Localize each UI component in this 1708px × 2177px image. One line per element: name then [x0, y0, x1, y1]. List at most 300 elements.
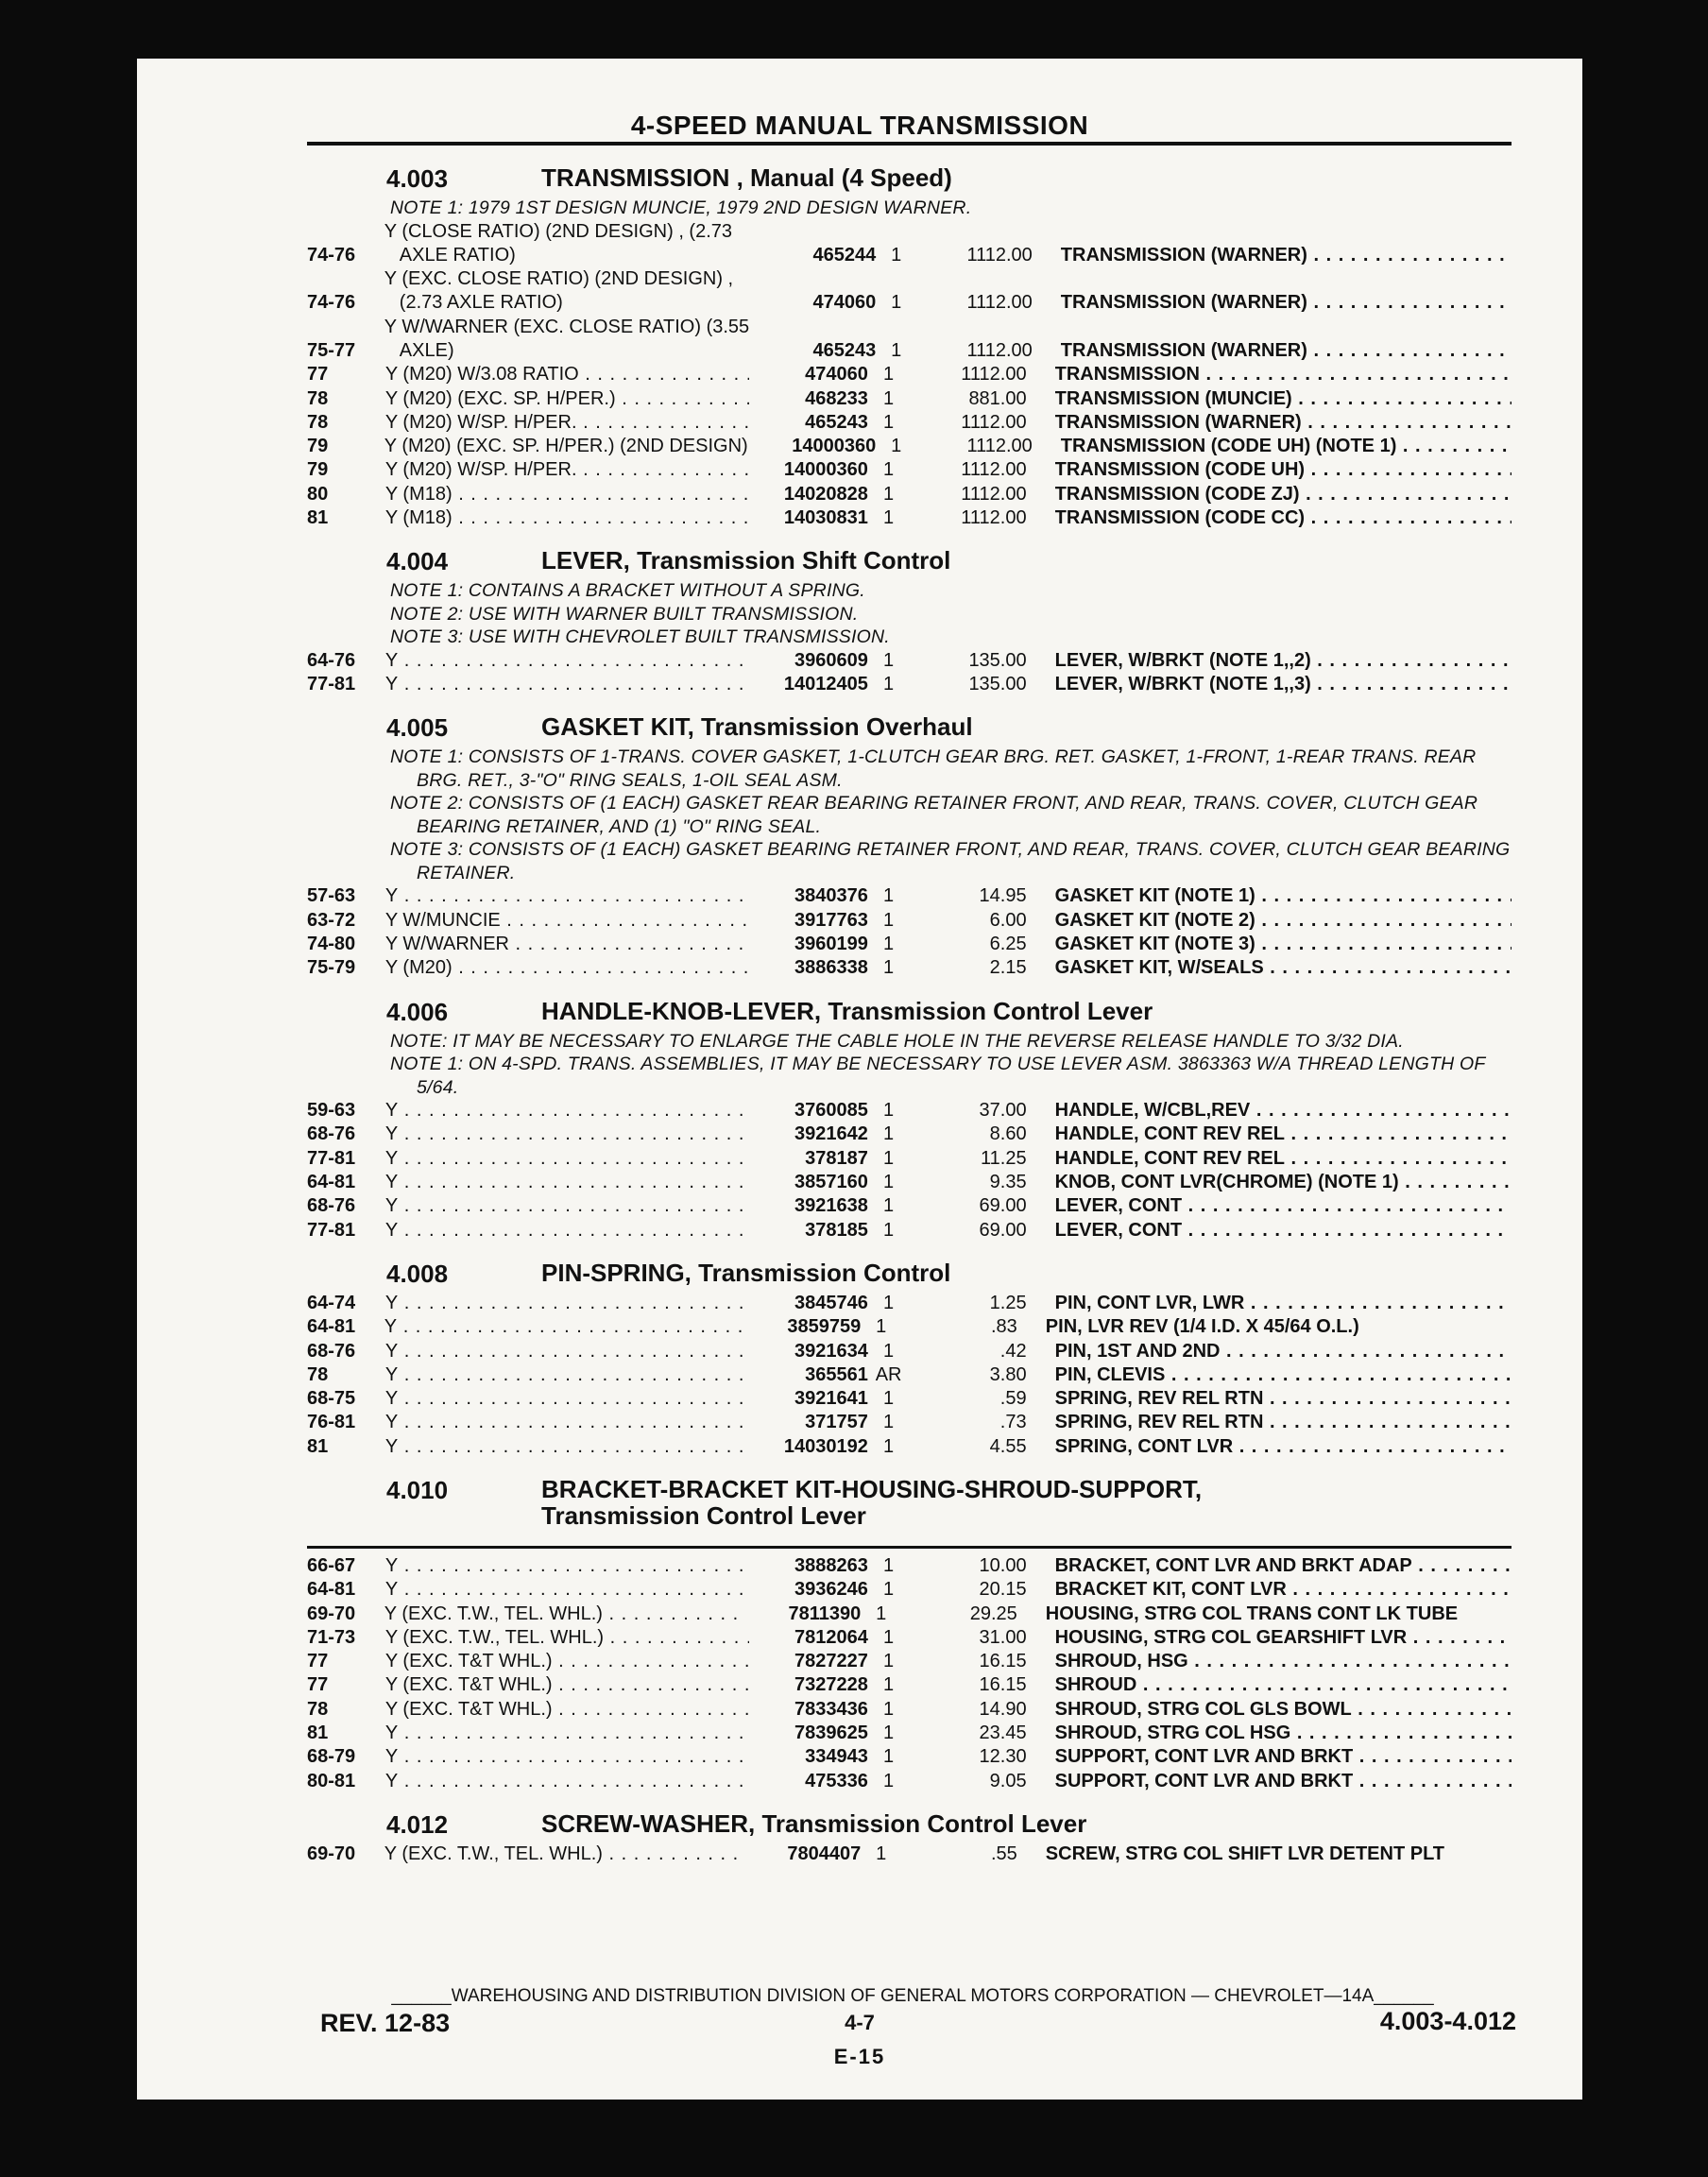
parts-row	[307, 1292, 1512, 1315]
part-description: HANDLE, W/CBL,REV . . .	[1055, 1099, 1512, 1123]
model-years: 79	[307, 436, 329, 457]
model-application: Y (EXC. T&T WHL.) . . .	[385, 1673, 749, 1697]
section-header	[307, 998, 1512, 1030]
e-page-number: E-15	[833, 2045, 886, 2068]
model-application: Y (EXC. T.W., TEL. WHL.) . . .	[384, 1603, 743, 1626]
list-price: 6.25	[989, 934, 1027, 955]
model-application: Y . . .	[385, 1123, 749, 1146]
model-application: Y W/MUNCIE . . .	[385, 909, 749, 933]
model-years: 76-81	[307, 1412, 356, 1433]
part-number: 378185	[805, 1219, 868, 1241]
quantity: 1	[883, 1555, 895, 1576]
part-number: 3921634	[794, 1340, 868, 1362]
part-description: TRANSMISSION (MUNCIE) . . .	[1055, 387, 1512, 411]
part-number: 7839625	[794, 1723, 868, 1744]
part-description: SHROUD, STRG COL HSG . . .	[1055, 1722, 1512, 1745]
section-header	[307, 1810, 1512, 1843]
part-number: 3921638	[794, 1195, 868, 1217]
part-number: 365561	[805, 1363, 868, 1385]
part-description: HOUSING, STRG COL TRANS CONT LK TUBE	[1045, 1603, 1459, 1624]
parts-listing	[307, 164, 1512, 1866]
parts-row	[307, 458, 1512, 482]
list-price: 1112.00	[961, 459, 1027, 481]
parts-row	[307, 673, 1512, 696]
section-number: 4.010	[386, 1476, 449, 1504]
section-note: NOTE 3: USE WITH CHEVROLET BUILT TRANSMISSION.	[390, 626, 890, 648]
list-price: 12.30	[979, 1746, 1027, 1768]
quantity: 1	[883, 364, 895, 386]
part-number: 465243	[805, 411, 868, 433]
list-price: 1112.00	[961, 411, 1027, 433]
model-years: 78	[307, 411, 329, 433]
quantity: 1	[883, 1412, 895, 1433]
model-application: Y . . .	[384, 1315, 743, 1339]
parts-row	[307, 506, 1512, 530]
list-price: 10.00	[979, 1555, 1027, 1576]
section-note: NOTE 1: ON 4-SPD. TRANS. ASSEMBLIES, IT MAY BE NECESSARY TO USE LEVER ASM. 3863363 W/A THREAD LENGTH OF 5/64.	[390, 1054, 1486, 1098]
parts-row	[307, 649, 1512, 673]
model-years: 77	[307, 1651, 329, 1672]
parts-row	[307, 316, 1512, 364]
list-price: 1112.00	[966, 244, 1033, 266]
model-years: 69-70	[307, 1603, 356, 1624]
parts-row	[307, 1843, 1512, 1866]
part-description: TRANSMISSION (WARNER) . . .	[1061, 244, 1512, 267]
part-number: 14020828	[783, 483, 868, 505]
list-price: 9.05	[989, 1770, 1027, 1791]
parts-row	[307, 1219, 1512, 1243]
section-title	[541, 547, 950, 574]
part-description: TRANSMISSION . . .	[1055, 363, 1512, 386]
list-price: .73	[999, 1412, 1027, 1433]
model-application: Y (M20) (EXC. SP. H/PER.) . . .	[385, 387, 749, 411]
quantity: 1	[883, 934, 895, 955]
model-application: Y . . .	[385, 1194, 749, 1218]
parts-row	[307, 435, 1512, 458]
quantity: 1	[876, 1316, 887, 1338]
quantity: 1	[883, 1698, 895, 1720]
part-number: 3857160	[794, 1172, 868, 1193]
part-description: TRANSMISSION (WARNER) . . .	[1055, 411, 1512, 435]
section-header	[307, 164, 1512, 197]
parts-row	[307, 411, 1512, 435]
list-price: 6.00	[989, 909, 1027, 931]
model-application: Y . . .	[385, 1340, 749, 1363]
section-note: NOTE 1: 1979 1ST DESIGN MUNCIE, 1979 2ND DESIGN WARNER.	[390, 197, 972, 218]
parts-row	[307, 1626, 1512, 1650]
part-description: SUPPORT, CONT LVR AND BRKT . . .	[1055, 1770, 1512, 1793]
model-years: 77	[307, 364, 329, 386]
section-title	[541, 998, 1153, 1024]
footer-distribution: ______WAREHOUSING AND DISTRIBUTION DIVISION OF GENERAL MOTORS CORPORATION — CHEVROLET—14A______	[391, 1986, 1434, 2006]
quantity: 1	[883, 1340, 895, 1362]
part-number: 378187	[805, 1147, 868, 1169]
part-number: 3886338	[794, 957, 868, 979]
section-header	[307, 547, 1512, 579]
model-years: 64-81	[307, 1316, 356, 1338]
model-application: Y (M18) . . .	[385, 483, 749, 506]
section-title-line-2: Transmission Control Lever	[541, 1501, 866, 1530]
quantity: 1	[883, 1674, 895, 1696]
section-number: 4.005	[386, 713, 449, 743]
list-price: 23.45	[979, 1723, 1027, 1744]
part-description: TRANSMISSION (CODE ZJ) . . .	[1055, 483, 1512, 506]
part-number: 14030831	[783, 507, 868, 529]
quantity: 1	[883, 507, 895, 529]
parts-row	[307, 267, 1512, 316]
model-years: 71-73	[307, 1626, 356, 1648]
model-application: Y . . .	[385, 649, 749, 673]
part-description: LEVER, W/BRKT (NOTE 1,,2) . . .	[1055, 649, 1512, 673]
quantity: 1	[883, 483, 895, 505]
parts-row	[307, 1387, 1512, 1411]
part-number: 7833436	[794, 1698, 868, 1720]
quantity: 1	[883, 1651, 895, 1672]
quantity: 1	[883, 674, 895, 695]
part-description: LEVER, CONT . . .	[1055, 1219, 1512, 1243]
part-number: 3960199	[794, 934, 868, 955]
part-number: 334943	[805, 1746, 868, 1768]
section-title	[541, 164, 952, 191]
model-application: Y (EXC. CLOSE RATIO) (2ND DESIGN) , (2.73 AXLE RATIO)	[384, 268, 734, 314]
model-application: Y (EXC. T.W., TEL. WHL.) . . .	[385, 1626, 749, 1650]
part-number: 14030192	[783, 1435, 868, 1457]
quantity: 1	[883, 957, 895, 979]
revision-label: REV. 12-83	[320, 2009, 451, 2037]
quantity: AR	[875, 1363, 902, 1385]
part-number: 3845746	[794, 1292, 868, 1313]
model-application: Y . . .	[385, 1219, 749, 1243]
list-price: 16.15	[979, 1651, 1027, 1672]
part-number: 468233	[805, 387, 868, 409]
list-price: 135.00	[968, 674, 1027, 695]
part-number: 7827227	[794, 1651, 868, 1672]
part-number: 7812064	[794, 1626, 868, 1648]
parts-row	[307, 884, 1512, 908]
part-number: 3936246	[794, 1579, 868, 1601]
part-number: 14000360	[792, 436, 877, 457]
part-description: LEVER, W/BRKT (NOTE 1,,3) . . .	[1055, 673, 1512, 696]
section-number: 4.003	[386, 164, 449, 193]
parts-row	[307, 1363, 1512, 1387]
list-price: 14.95	[979, 885, 1027, 907]
model-application: Y (CLOSE RATIO) (2ND DESIGN) , (2.73 AXLE RATIO)	[384, 220, 733, 266]
section-note: NOTE 1: CONSISTS OF 1-TRANS. COVER GASKET, 1-CLUTCH GEAR BRG. RET. GASKET, 1-FRONT, 1-REAR TRANS. REAR BRG. RET., 3-"O" RING SEALS, 1-OIL SEAL ASM.	[390, 746, 1477, 791]
section-header	[307, 1260, 1512, 1292]
model-application: Y (M18) . . .	[385, 506, 749, 530]
section-rule	[307, 1546, 1512, 1549]
model-application: Y . . .	[385, 673, 749, 696]
quantity: 1	[883, 885, 895, 907]
quantity: 1	[891, 292, 902, 314]
part-number: 7811390	[788, 1603, 862, 1624]
model-application: Y . . .	[385, 1099, 749, 1123]
section-title-line: SCREW-WASHER, Transmission Control Lever	[541, 1808, 1087, 1838]
list-price: 20.15	[979, 1579, 1027, 1601]
model-application: Y . . .	[385, 1435, 749, 1459]
model-application: Y (M20) (EXC. SP. H/PER.) (2ND DESIGN)	[384, 436, 748, 457]
model-application: Y (M20) W/SP. H/PER. . . .	[385, 411, 749, 435]
model-years: 57-63	[307, 885, 356, 907]
model-years: 68-79	[307, 1746, 356, 1768]
part-number: 371757	[805, 1412, 868, 1433]
section-range: 4.003-4.012	[1379, 2007, 1516, 2035]
quantity: 1	[883, 909, 895, 931]
page-title: 4-SPEED MANUAL TRANSMISSION	[630, 111, 1089, 140]
part-number: 465244	[812, 244, 877, 266]
list-price: 3.80	[989, 1363, 1027, 1385]
model-application: Y . . .	[385, 1292, 749, 1315]
section-title-line: HANDLE-KNOB-LEVER, Transmission Control Lever	[541, 996, 1153, 1025]
model-years: 59-63	[307, 1100, 356, 1122]
part-description: PIN, CONT LVR, LWR . . .	[1055, 1292, 1512, 1315]
part-number: 465243	[812, 339, 877, 361]
parts-row	[307, 1554, 1512, 1578]
part-description: TRANSMISSION (CODE UH) . . .	[1055, 458, 1512, 482]
list-price: 881.00	[968, 387, 1027, 409]
model-years: 64-76	[307, 649, 356, 671]
quantity: 1	[891, 436, 902, 457]
model-application: Y . . .	[385, 1387, 749, 1411]
model-application: Y . . .	[385, 1554, 749, 1578]
model-application: Y (EXC. T.W., TEL. WHL.) . . .	[384, 1843, 743, 1866]
quantity: 1	[883, 1770, 895, 1791]
list-price: 1112.00	[966, 292, 1033, 314]
list-price: 14.90	[979, 1698, 1027, 1720]
list-price: 16.15	[979, 1674, 1027, 1696]
model-years: 80-81	[307, 1770, 356, 1791]
part-description: KNOB, CONT LVR(CHROME) (NOTE 1) . . .	[1055, 1171, 1512, 1194]
model-years: 66-67	[307, 1555, 356, 1576]
section-note: NOTE 3: CONSISTS OF (1 EACH) GASKET BEARING RETAINER FRONT, AND REAR, TRANS. COVER, CLUTCH GEAR BEARING RETAINER.	[390, 839, 1511, 883]
parts-row	[307, 1673, 1512, 1697]
page-number: 4-7	[845, 2011, 875, 2034]
part-description: GASKET KIT (NOTE 3) . . .	[1055, 933, 1512, 956]
parts-row	[307, 1171, 1512, 1194]
model-years: 74-76	[307, 292, 356, 314]
model-application: Y . . .	[385, 1147, 749, 1171]
model-years: 75-77	[307, 339, 356, 361]
section-number: 4.012	[386, 1809, 449, 1839]
parts-row	[307, 1099, 1512, 1123]
parts-row	[307, 1147, 1512, 1171]
section-title-line: TRANSMISSION , Manual (4 Speed)	[541, 163, 952, 192]
part-description: TRANSMISSION (WARNER) . . .	[1061, 291, 1512, 315]
parts-row	[307, 1650, 1512, 1673]
part-number: 3921642	[794, 1123, 868, 1145]
section-number: 4.006	[386, 997, 449, 1026]
list-price: 29.25	[969, 1603, 1017, 1624]
parts-row	[307, 483, 1512, 506]
part-number: 3921641	[794, 1388, 868, 1410]
part-description: LEVER, CONT . . .	[1055, 1194, 1512, 1218]
list-price: 1112.00	[961, 507, 1027, 529]
list-price: 1.25	[989, 1292, 1027, 1313]
part-description: SCREW, STRG COL SHIFT LVR DETENT PLT	[1045, 1843, 1445, 1864]
quantity: 1	[883, 387, 895, 409]
part-number: 14012405	[783, 674, 868, 695]
list-price: .83	[990, 1316, 1017, 1338]
parts-row	[307, 1340, 1512, 1363]
list-price: 1112.00	[966, 339, 1033, 361]
model-application: Y (EXC. T&T WHL.) . . .	[385, 1698, 749, 1722]
part-number: 3888263	[794, 1555, 868, 1576]
part-number: 474060	[805, 364, 868, 386]
section-title	[541, 1810, 1086, 1837]
quantity: 1	[883, 1388, 895, 1410]
model-years: 64-81	[307, 1579, 356, 1601]
model-years: 68-76	[307, 1195, 356, 1217]
model-application: Y . . .	[385, 1411, 749, 1434]
model-application: Y W/WARNER (EXC. CLOSE RATIO) (3.55 AXLE)	[384, 316, 750, 361]
list-price: 1112.00	[966, 436, 1033, 457]
model-years: 74-76	[307, 244, 356, 266]
model-years: 80	[307, 483, 329, 505]
model-years: 81	[307, 507, 329, 529]
part-description: BRACKET KIT, CONT LVR . . .	[1055, 1578, 1512, 1602]
list-price: 1112.00	[961, 364, 1027, 386]
part-description: TRANSMISSION (CODE CC) . . .	[1055, 506, 1512, 530]
list-price: .42	[999, 1340, 1027, 1362]
model-years: 77	[307, 1674, 329, 1696]
part-description: HANDLE, CONT REV REL . . .	[1055, 1147, 1512, 1171]
section-title	[541, 1476, 1202, 1529]
section-number: 4.008	[386, 1259, 449, 1288]
part-description: BRACKET, CONT LVR AND BRKT ADAP . . .	[1055, 1554, 1512, 1578]
parts-row	[307, 1411, 1512, 1434]
model-years: 68-76	[307, 1340, 356, 1362]
part-number: 3917763	[794, 909, 868, 931]
list-price: 1112.00	[961, 483, 1027, 505]
section-title-line: LEVER, Transmission Shift Control	[541, 546, 951, 575]
list-price: 8.60	[989, 1123, 1027, 1145]
parts-row	[307, 387, 1512, 411]
section-note: NOTE 1: CONTAINS A BRACKET WITHOUT A SPRING.	[390, 580, 865, 602]
parts-row	[307, 1698, 1512, 1722]
quantity: 1	[883, 1100, 895, 1122]
part-description: SPRING, REV REL RTN . . .	[1055, 1411, 1512, 1434]
parts-row	[307, 1578, 1512, 1602]
part-description: HANDLE, CONT REV REL . . .	[1055, 1123, 1512, 1146]
model-years: 81	[307, 1723, 329, 1744]
catalog-page	[137, 59, 1582, 2100]
section-title-line: GASKET KIT, Transmission Overhaul	[541, 712, 973, 742]
parts-row	[307, 1603, 1512, 1626]
quantity: 1	[883, 1195, 895, 1217]
model-years: 78	[307, 1698, 329, 1720]
list-price: 11.25	[981, 1147, 1027, 1169]
list-price: 4.55	[989, 1435, 1027, 1457]
part-number: 3960609	[794, 649, 868, 671]
model-application: Y (M20) W/3.08 RATIO . . .	[385, 363, 749, 386]
quantity: 1	[883, 1292, 895, 1313]
list-price: 31.00	[979, 1626, 1027, 1648]
part-description: GASKET KIT (NOTE 2) . . .	[1055, 909, 1512, 933]
part-number: 14000360	[783, 459, 868, 481]
model-years: 75-79	[307, 957, 356, 979]
model-application: Y . . .	[385, 884, 749, 908]
list-price: 2.15	[989, 957, 1027, 979]
section-header	[307, 713, 1512, 746]
part-number: 7327228	[794, 1674, 868, 1696]
model-years: 74-80	[307, 934, 356, 955]
quantity: 1	[876, 1603, 887, 1624]
section-header	[307, 1476, 1512, 1536]
part-number: 3859759	[787, 1316, 862, 1338]
model-application: Y (M20) W/SP. H/PER. . . .	[385, 458, 749, 482]
part-description: HOUSING, STRG COL GEARSHIFT LVR . . .	[1055, 1626, 1512, 1650]
parts-row	[307, 1315, 1512, 1339]
part-description: PIN, LVR REV (1/4 I.D. X 45/64 O.L.)	[1045, 1316, 1359, 1338]
part-description: PIN, 1ST AND 2ND . . .	[1055, 1340, 1512, 1363]
part-description: SPRING, REV REL RTN . . .	[1055, 1387, 1512, 1411]
model-application: Y . . .	[385, 1770, 749, 1793]
model-application: Y (M20) . . .	[385, 956, 749, 980]
part-description: SHROUD, STRG COL GLS BOWL . . .	[1055, 1698, 1512, 1722]
model-years: 63-72	[307, 909, 356, 931]
quantity: 1	[883, 1123, 895, 1145]
quantity: 1	[883, 1579, 895, 1601]
model-years: 81	[307, 1435, 329, 1457]
model-application: Y . . .	[385, 1745, 749, 1769]
parts-row	[307, 909, 1512, 933]
part-number: 7804407	[787, 1843, 862, 1864]
model-application: Y (EXC. T&T WHL.) . . .	[385, 1650, 749, 1673]
model-years: 64-74	[307, 1292, 356, 1313]
quantity: 1	[883, 1746, 895, 1768]
model-application: Y . . .	[385, 1171, 749, 1194]
model-years: 77-81	[307, 1219, 356, 1241]
list-price: 135.00	[968, 649, 1027, 671]
section-number: 4.004	[386, 547, 449, 576]
model-years: 79	[307, 459, 329, 481]
model-application: Y . . .	[385, 1363, 749, 1387]
quantity: 1	[876, 1843, 887, 1864]
section-note: NOTE: IT MAY BE NECESSARY TO ENLARGE THE CABLE HOLE IN THE REVERSE RELEASE HANDLE TO 3/32 DIA.	[390, 1030, 1404, 1052]
part-description: SUPPORT, CONT LVR AND BRKT . . .	[1055, 1745, 1512, 1769]
section-title-line: BRACKET-BRACKET KIT-HOUSING-SHROUD-SUPPORT,	[541, 1475, 1203, 1503]
quantity: 1	[883, 1626, 895, 1648]
part-description: GASKET KIT, W/SEALS . . .	[1055, 956, 1512, 980]
model-application: Y . . .	[385, 1722, 749, 1745]
model-years: 78	[307, 387, 329, 409]
list-price: 69.00	[979, 1195, 1027, 1217]
quantity: 1	[883, 1723, 895, 1744]
quantity: 1	[883, 1435, 895, 1457]
model-application: Y W/WARNER . . .	[385, 933, 749, 956]
part-number: 474060	[812, 292, 877, 314]
section-note: NOTE 2: CONSISTS OF (1 EACH) GASKET REAR BEARING RETAINER FRONT, AND REAR, TRANS. COVER, CLUTCH GEAR BEARING RETAINER, AND (1) "O" RING SEAL.	[390, 793, 1478, 837]
section-title-line: PIN-SPRING, Transmission Control	[541, 1258, 951, 1287]
model-years: 77-81	[307, 674, 356, 695]
model-years: 68-76	[307, 1123, 356, 1145]
model-years: 69-70	[307, 1843, 356, 1864]
part-number: 475336	[805, 1770, 868, 1791]
part-number: 3840376	[794, 885, 868, 907]
list-price: 9.35	[989, 1172, 1027, 1193]
parts-row	[307, 933, 1512, 956]
part-description: PIN, CLEVIS . . .	[1055, 1363, 1512, 1387]
part-description: SPRING, CONT LVR . . .	[1055, 1435, 1512, 1459]
model-years: 68-75	[307, 1388, 356, 1410]
model-application: Y . . .	[385, 1578, 749, 1602]
quantity: 1	[883, 1172, 895, 1193]
parts-row	[307, 1123, 1512, 1146]
quantity: 1	[883, 649, 895, 671]
header-rule	[307, 142, 1512, 146]
part-description: TRANSMISSION (CODE UH) (NOTE 1) . . .	[1061, 435, 1512, 458]
parts-row	[307, 1194, 1512, 1218]
